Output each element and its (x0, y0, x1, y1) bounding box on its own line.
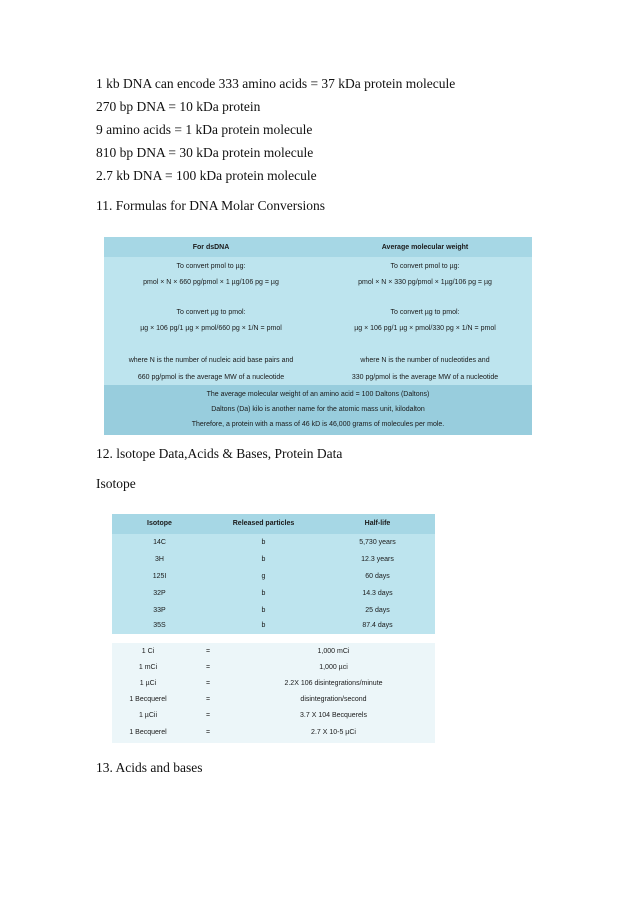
cell-particle: b (261, 622, 266, 629)
cell-value: 3.7 X 104 Becquerels (300, 712, 367, 719)
cell-equals: = (205, 648, 211, 655)
cell-isotope: 35S (153, 622, 166, 629)
fact-line: 270 bp DNA = 10 kDa protein (96, 99, 261, 114)
footer-text: Therefore, a protein with a mass of 46 kD is 46,000 grams of molecules per mole. (191, 421, 445, 428)
cell-text: 660 pg/pmol is the average MW of a nucleotide (137, 374, 285, 381)
table-row (112, 534, 435, 551)
table-header (112, 514, 435, 534)
table-row (112, 568, 435, 585)
cell-value: disintegration/second (300, 696, 367, 703)
fact-line: 9 amino acids = 1 kDa protein molecule (96, 122, 313, 137)
cell-isotope: 32P (153, 590, 166, 597)
cell-half-life: 60 days (365, 573, 390, 580)
cell-value: 2.2X 106 disintegrations/minute (284, 680, 383, 687)
molar-conversion-table (104, 237, 532, 435)
table-row (112, 585, 435, 602)
right-header: Average molecular weight (381, 244, 469, 251)
cell-equals: = (205, 680, 211, 687)
cell-unit: 1 Becquerel (129, 729, 167, 736)
cell-text: To convert µg to pmol: (390, 309, 460, 316)
cell-particle: g (261, 573, 266, 580)
cell-half-life: 25 days (365, 607, 390, 614)
fact-line: 1 kb DNA can encode 333 amino acids = 37 kDa protein molecule (96, 76, 456, 91)
footer-text: Daltons (Da) kilo is another name for the atomic mass unit, kilodalton (211, 406, 425, 413)
cell-isotope: 3H (155, 556, 164, 563)
table-row (112, 617, 435, 634)
cell-half-life: 87.4 days (362, 622, 393, 629)
cell-text: 330 pg/pmol is the average MW of a nucleotide (351, 374, 499, 381)
isotope-table (112, 514, 435, 634)
table-footer (104, 385, 532, 435)
cell-text: µg × 106 pg/1 µg × pmol/330 pg × 1/N = pmol (354, 325, 496, 332)
table-row (112, 644, 435, 660)
cell-equals: = (205, 696, 211, 703)
cell-unit: 1 Becquerel (129, 696, 167, 703)
footer-text: The average molecular weight of an amino acid = 100 Daltons (Daltons) (206, 391, 430, 398)
cell-particle: b (261, 607, 266, 614)
cell-value: 2.7 X 10-5 µCi (311, 729, 356, 736)
cell-particle: b (261, 556, 266, 563)
cell-text: To convert pmol to µg: (390, 263, 460, 270)
section-heading-13: 13. Acids and bases (96, 760, 203, 775)
cell-half-life: 5,730 years (359, 539, 396, 546)
cell-equals: = (205, 712, 211, 719)
cell-text: pmol × N × 660 pg/pmol × 1 µg/106 pg = µg (143, 279, 279, 286)
cell-value: 1,000 mCi (317, 648, 350, 655)
cell-unit: 1 µCii (138, 712, 158, 719)
header-isotope: Isotope (147, 520, 172, 527)
table-row (112, 551, 435, 568)
cell-text: pmol × N × 330 pg/pmol × 1µg/106 pg = µg (358, 279, 492, 286)
fact-line: 810 bp DNA = 30 kDa protein molecule (96, 145, 314, 160)
radioactivity-units-table (112, 643, 435, 743)
section-heading-12: 12. lsotope Data,Acids & Bases, Protein Data (96, 446, 343, 461)
cell-text: µg × 106 pg/1 µg × pmol/660 pg × 1/N = pmol (140, 325, 282, 332)
cell-equals: = (205, 729, 211, 736)
cell-isotope: 14C (153, 539, 166, 546)
cell-text: To convert µg to pmol: (176, 309, 246, 316)
table-row (112, 708, 435, 724)
cell-text: where N is the number of nucleic acid base pairs and (128, 357, 294, 364)
cell-isotope: 125I (152, 573, 167, 580)
cell-particle: b (261, 539, 266, 546)
cell-isotope: 33P (153, 607, 166, 614)
cell-equals: = (205, 664, 211, 671)
table-row (112, 676, 435, 692)
cell-value: 1,000 µci (319, 664, 348, 671)
cell-particle: b (261, 590, 266, 597)
fact-line: 2.7 kb DNA = 100 kDa protein molecule (96, 168, 317, 183)
cell-half-life: 12.3 years (361, 556, 394, 563)
table-row (112, 725, 435, 741)
cell-unit: 1 µCi (139, 680, 157, 687)
cell-text: where N is the number of nucleotides and (360, 357, 490, 364)
table-row (112, 692, 435, 708)
header-half-life: Half-life (364, 520, 391, 527)
left-header: For dsDNA (192, 244, 230, 251)
cell-unit: 1 Ci (141, 648, 155, 655)
isotope-heading: Isotope (96, 476, 136, 491)
cell-text: To convert pmol to µg: (176, 263, 246, 270)
section-heading-11: 11. Formulas for DNA Molar Conversions (96, 198, 325, 213)
table-row (112, 660, 435, 676)
cell-unit: 1 mCi (138, 664, 158, 671)
cell-half-life: 14.3 days (362, 590, 393, 597)
header-particles: Released particles (232, 520, 295, 527)
